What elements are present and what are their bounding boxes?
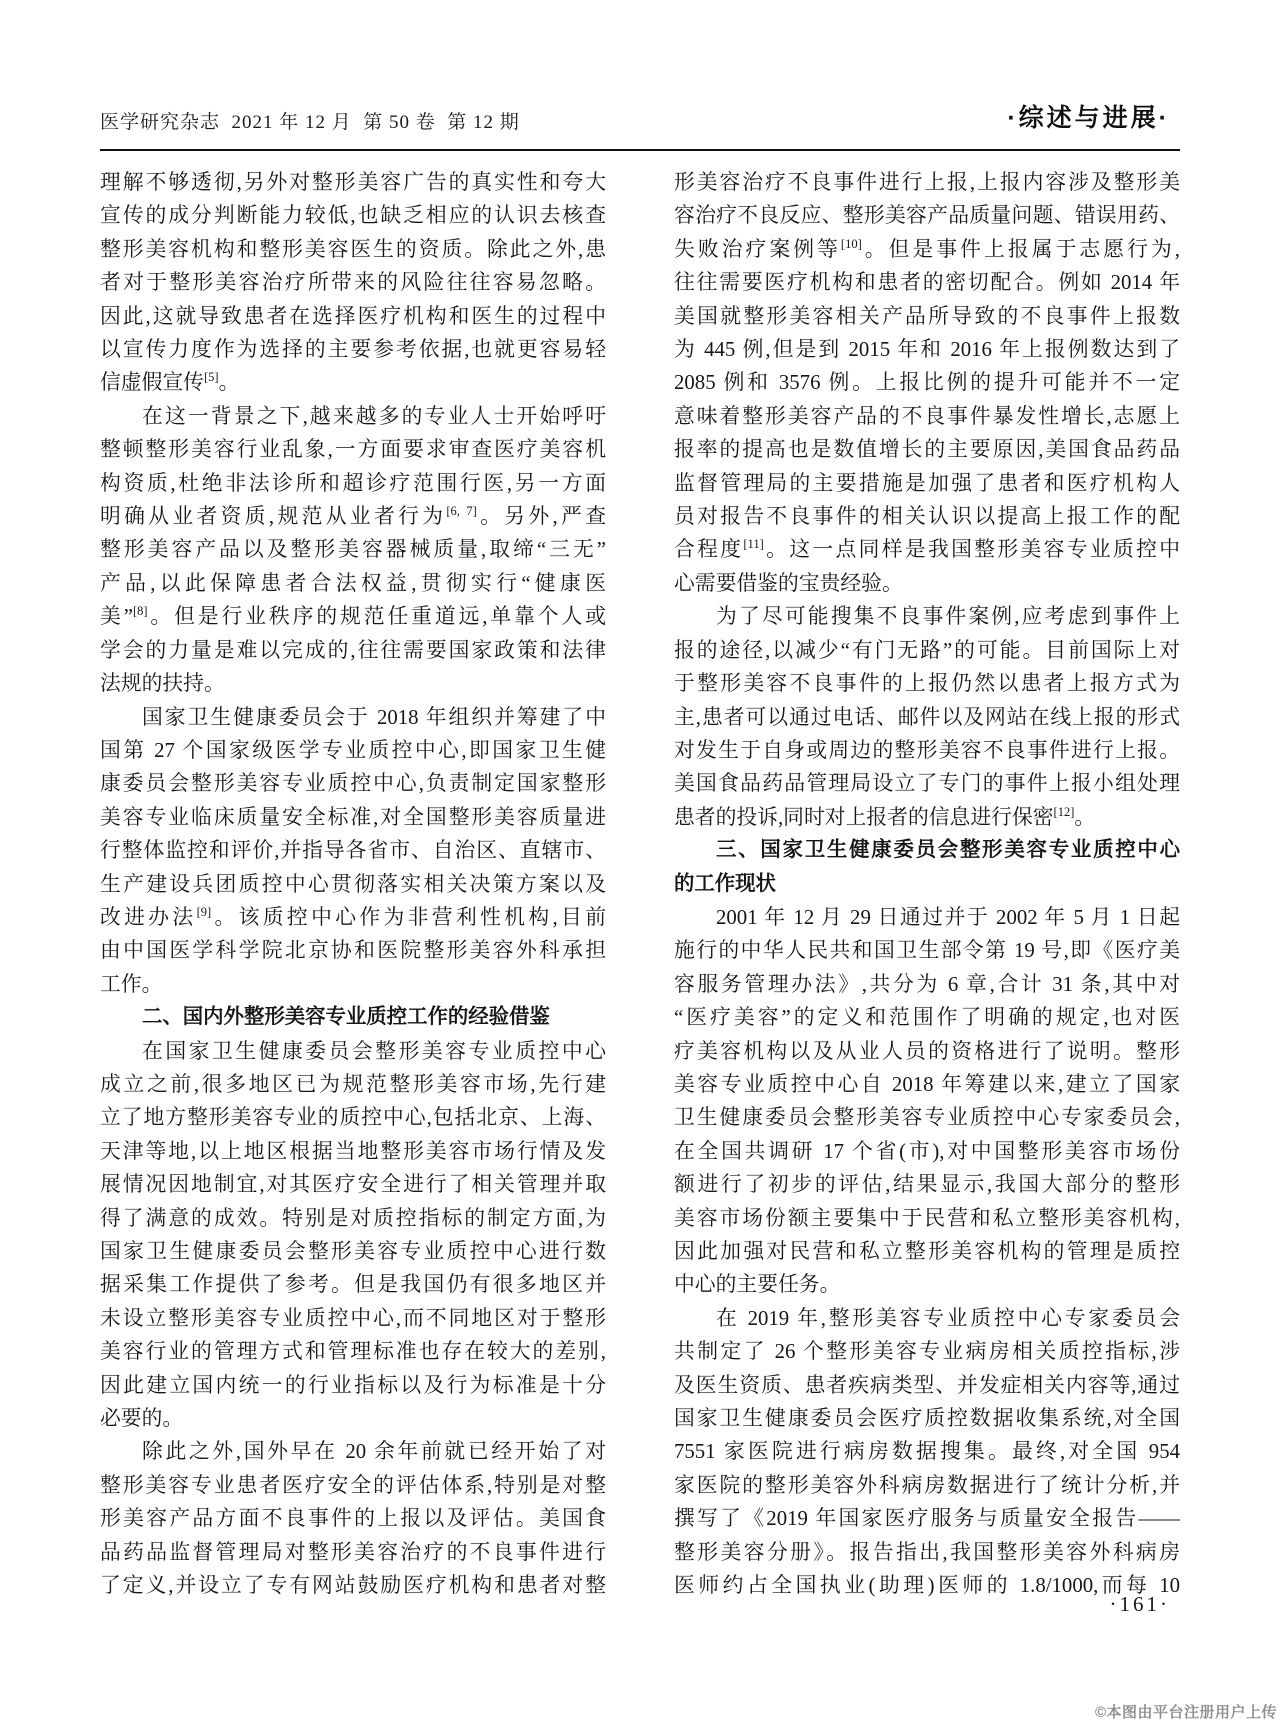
reference-superscript: [12] xyxy=(1053,804,1075,819)
text-line: 2085 例和 3576 例。上报比例的提升可能并不一定 xyxy=(674,371,1180,395)
column-left xyxy=(100,166,606,1602)
text-line: 因此,这就导致患者在选择医疗机构和医生的过程中 xyxy=(100,304,606,328)
text-line: 美容市场份额主要集中于民营和私立整形美容机构, xyxy=(674,1206,1180,1230)
reference-superscript: [11] xyxy=(743,537,764,552)
text-line: 患者的投诉,同时对上报者的信息进行保密[12]。 xyxy=(674,804,1096,829)
text-line: 二、国内外整形美容专业质控工作的经验借鉴 xyxy=(142,1006,550,1029)
text-line: 医师约占全国执业(助理)医师的 1.8/1000,而每 10 xyxy=(674,1574,1180,1598)
text-line: 除此之外,国外早在 20 余年前就已经开始了对 xyxy=(142,1440,606,1464)
text-line: 者对于整形美容治疗所带来的风险往往容易忽略。 xyxy=(100,271,606,295)
text-line: 改进办法[9]。该质控中心作为非营利性机构,目前 xyxy=(100,905,606,929)
text-line: 因此建立国内统一的行业指标以及行为标准是十分 xyxy=(100,1373,606,1397)
text-line: 生产建设兵团质控中心贯彻落实相关决策方案以及 xyxy=(100,872,606,896)
text-line: 美国就整形美容相关产品所导致的不良事件上报数 xyxy=(674,304,1180,328)
text-line: 整形美容产品以及整形美容器械质量,取缔“三无” xyxy=(100,538,606,562)
text-line: 行整体监控和评价,并指导各省市、自治区、直辖市、 xyxy=(100,839,606,863)
text-line: 在 2019 年,整形美容专业质控中心专家委员会 xyxy=(716,1306,1180,1330)
text-line: 三、国家卫生健康委员会整形美容专业质控中心 xyxy=(716,839,1180,862)
text-line: 意味着整形美容产品的不良事件暴发性增长,志愿上 xyxy=(674,404,1180,428)
text-line: 品药品监督管理局对整形美容治疗的不良事件进行 xyxy=(100,1540,606,1564)
reference-superscript: [10] xyxy=(840,236,862,251)
text-line: 主,患者可以通过电话、邮件以及网站在线上报的形式 xyxy=(674,705,1180,729)
text-line: 未设立整形美容专业质控中心,而不同地区对于整形 xyxy=(100,1306,606,1330)
text-line: 于整形美容不良事件的上报仍然以患者上报方式为 xyxy=(674,672,1180,696)
text-line: 施行的中华人民共和国卫生部令第 19 号,即《医疗美 xyxy=(674,939,1180,963)
text-line: 美国食品药品管理局设立了专门的事件上报小组处理 xyxy=(674,772,1180,796)
text-line: 在这一背景之下,越来越多的专业人士开始呼吁 xyxy=(142,404,606,428)
reference-superscript: [6, 7] xyxy=(446,504,477,519)
reference-superscript: [8] xyxy=(132,604,148,619)
text-line: 美容专业临床质量安全标准,对全国整形美容质量进 xyxy=(100,805,606,829)
text-line: 在全国共调研 17 个省(市),对中国整形美容市场份 xyxy=(674,1139,1180,1163)
text-line: 共制定了 26 个整形美容专业病房相关质控指标,涉 xyxy=(674,1340,1180,1364)
text-line: 整形美容专业患者医疗安全的评估体系,特别是对整 xyxy=(100,1473,606,1497)
text-line: 为了尽可能搜集不良事件案例,应考虑到事件上 xyxy=(716,605,1180,629)
text-line: 中心的主要任务。 xyxy=(674,1273,841,1297)
text-line: 容服务管理办法》,共分为 6 章,合计 31 条,其中对 xyxy=(674,972,1180,996)
watermark: ©本图由平台注册用户上传 xyxy=(1094,1704,1277,1721)
text-line: 信虚假宣传[5]。 xyxy=(100,370,240,395)
header-divider-rule xyxy=(100,149,1180,151)
text-line: 整顿整形美容行业乱象,一方面要求审查医疗美容机 xyxy=(100,438,606,462)
text-line: 报的途径,以减少“有门无路”的可能。目前国际上对 xyxy=(674,638,1180,662)
text-line: 立了地方整形美容专业的质控中心,包括北京、上海、 xyxy=(100,1106,606,1130)
text-line: 为 445 例,但是到 2015 年和 2016 年上报例数达到了 xyxy=(674,338,1180,362)
text-line: 构资质,杜绝非法诊所和超诊疗范围行医,另一方面 xyxy=(100,471,606,495)
journal-info: 医学研究杂志 2021 年 12 月 第 50 卷 第 12 期 xyxy=(100,112,520,133)
text-line: 2001 年 12 月 29 日通过并于 2002 年 5 月 1 日起 xyxy=(716,905,1180,929)
text-line: 失败治疗案例等[10]。但是事件上报属于志愿行为, xyxy=(674,236,1180,261)
text-line: 天津等地,以上地区根据当地整形美容市场行情及发 xyxy=(100,1139,606,1163)
text-line: 据采集工作提供了参考。但是我国仍有很多地区并 xyxy=(100,1273,606,1297)
text-line: 国家卫生健康委员会医疗质控数据收集系统,对全国 xyxy=(674,1407,1180,1431)
text-line: 美容专业质控中心自 2018 年筹建以来,建立了国家 xyxy=(674,1072,1180,1096)
text-line: 卫生健康委员会整形美容专业质控中心专家委员会, xyxy=(674,1106,1180,1130)
text-line: 容治疗不良反应、整形美容产品质量问题、错误用药、 xyxy=(674,204,1180,228)
text-line: 家医院的整形美容外科病房数据进行了统计分析,并 xyxy=(674,1473,1180,1497)
text-line: 及医生资质、患者疾病类型、并发症相关内容等,通过 xyxy=(674,1373,1180,1397)
text-line: 心需要借鉴的宝贵经验。 xyxy=(674,571,903,595)
article-body xyxy=(100,166,1180,1602)
text-line: 因此加强对民营和私立整形美容机构的管理是质控 xyxy=(674,1240,1180,1263)
text-line: 法规的扶持。 xyxy=(100,672,225,696)
reference-superscript: [9] xyxy=(196,905,212,920)
text-line: 必要的。 xyxy=(100,1407,184,1431)
text-line: 撰写了《2019 年国家医疗服务与质量安全报告—— xyxy=(674,1507,1180,1531)
text-line: 由中国医学科学院北京协和医院整形美容外科承担 xyxy=(100,939,606,963)
text-line: 国家卫生健康委员会整形美容专业质控中心进行数 xyxy=(100,1240,606,1263)
text-line: 额进行了初步的评估,结果显示,我国大部分的整形 xyxy=(674,1173,1180,1197)
text-line: 了定义,并设立了专有网站鼓励医疗机构和患者对整 xyxy=(100,1574,606,1598)
section-label: ·综述与进展· xyxy=(1007,104,1170,132)
text-line: 整形美容机构和整形美容医生的资质。除此之外,患 xyxy=(100,237,606,261)
text-line: 康委员会整形美容专业质控中心,负责制定国家整形 xyxy=(100,772,606,796)
text-line: “医疗美容”的定义和范围作了明确的规定,也对医 xyxy=(674,1006,1180,1030)
reference-superscript: [5] xyxy=(203,370,219,385)
text-line: 疗美容机构以及从业人员的资格进行了说明。整形 xyxy=(674,1039,1180,1063)
text-line: 往往需要医疗机构和患者的密切配合。例如 2014 年 xyxy=(674,271,1180,295)
text-line: 工作。 xyxy=(100,972,163,996)
text-line: 对发生于自身或周边的整形美容不良事件进行上报。 xyxy=(674,738,1180,762)
text-line: 的工作现状 xyxy=(674,872,776,895)
text-line: 理解不够透彻,另外对整形美容广告的真实性和夸大 xyxy=(100,171,606,194)
column-right xyxy=(674,166,1180,1602)
text-line: 宣传的成分判断能力较低,也缺乏相应的认识去核查 xyxy=(100,204,606,228)
text-line: 形美容治疗不良事件进行上报,上报内容涉及整形美 xyxy=(674,171,1180,194)
text-line: 形美容产品方面不良事件的上报以及评估。美国食 xyxy=(100,1507,606,1531)
text-line: 成立之前,很多地区已为规范整形美容市场,先行建 xyxy=(100,1072,606,1096)
text-line: 7551 家医院进行病房数据搜集。最终,对全国 954 xyxy=(674,1440,1180,1464)
text-line: 整形美容分册》。报告指出,我国整形美容外科病房 xyxy=(674,1540,1180,1564)
page-header xyxy=(100,98,1170,134)
text-line: 以宣传力度作为选择的主要参考依据,也就更容易轻 xyxy=(100,338,606,362)
text-line: 得了满意的成效。特别是对质控指标的制定方面,为 xyxy=(100,1206,606,1230)
text-line: 报率的提高也是数值增长的主要原因,美国食品药品 xyxy=(674,438,1180,462)
text-line: 在国家卫生健康委员会整形美容专业质控中心 xyxy=(142,1039,606,1063)
text-line: 明确从业者资质,规范从业者行为[6, 7]。另外,严查 xyxy=(100,504,606,529)
text-line: 产品,以此保障患者合法权益,贯彻实行“健康医 xyxy=(100,571,606,595)
text-line: 国家卫生健康委员会于 2018 年组织并筹建了中 xyxy=(142,705,606,729)
text-line: 员对报告不良事件的相关认识以提高上报工作的配 xyxy=(674,505,1180,529)
text-line: 合程度[11]。这一点同样是我国整形美容专业质控中 xyxy=(674,537,1180,562)
page-number: ·161· xyxy=(1109,1592,1170,1616)
text-line: 美”[8]。但是行业秩序的规范任重道远,单靠个人或 xyxy=(100,604,606,629)
text-line: 美容行业的管理方式和管理标准也存在较大的差别, xyxy=(100,1340,606,1364)
text-line: 展情况因地制宜,对其医疗安全进行了相关管理并取 xyxy=(100,1173,606,1197)
text-line: 学会的力量是难以完成的,往往需要国家政策和法律 xyxy=(100,638,606,662)
text-line: 国第 27 个国家级医学专业质控中心,即国家卫生健 xyxy=(100,738,606,762)
text-line: 监督管理局的主要措施是加强了患者和医疗机构人 xyxy=(674,471,1180,495)
